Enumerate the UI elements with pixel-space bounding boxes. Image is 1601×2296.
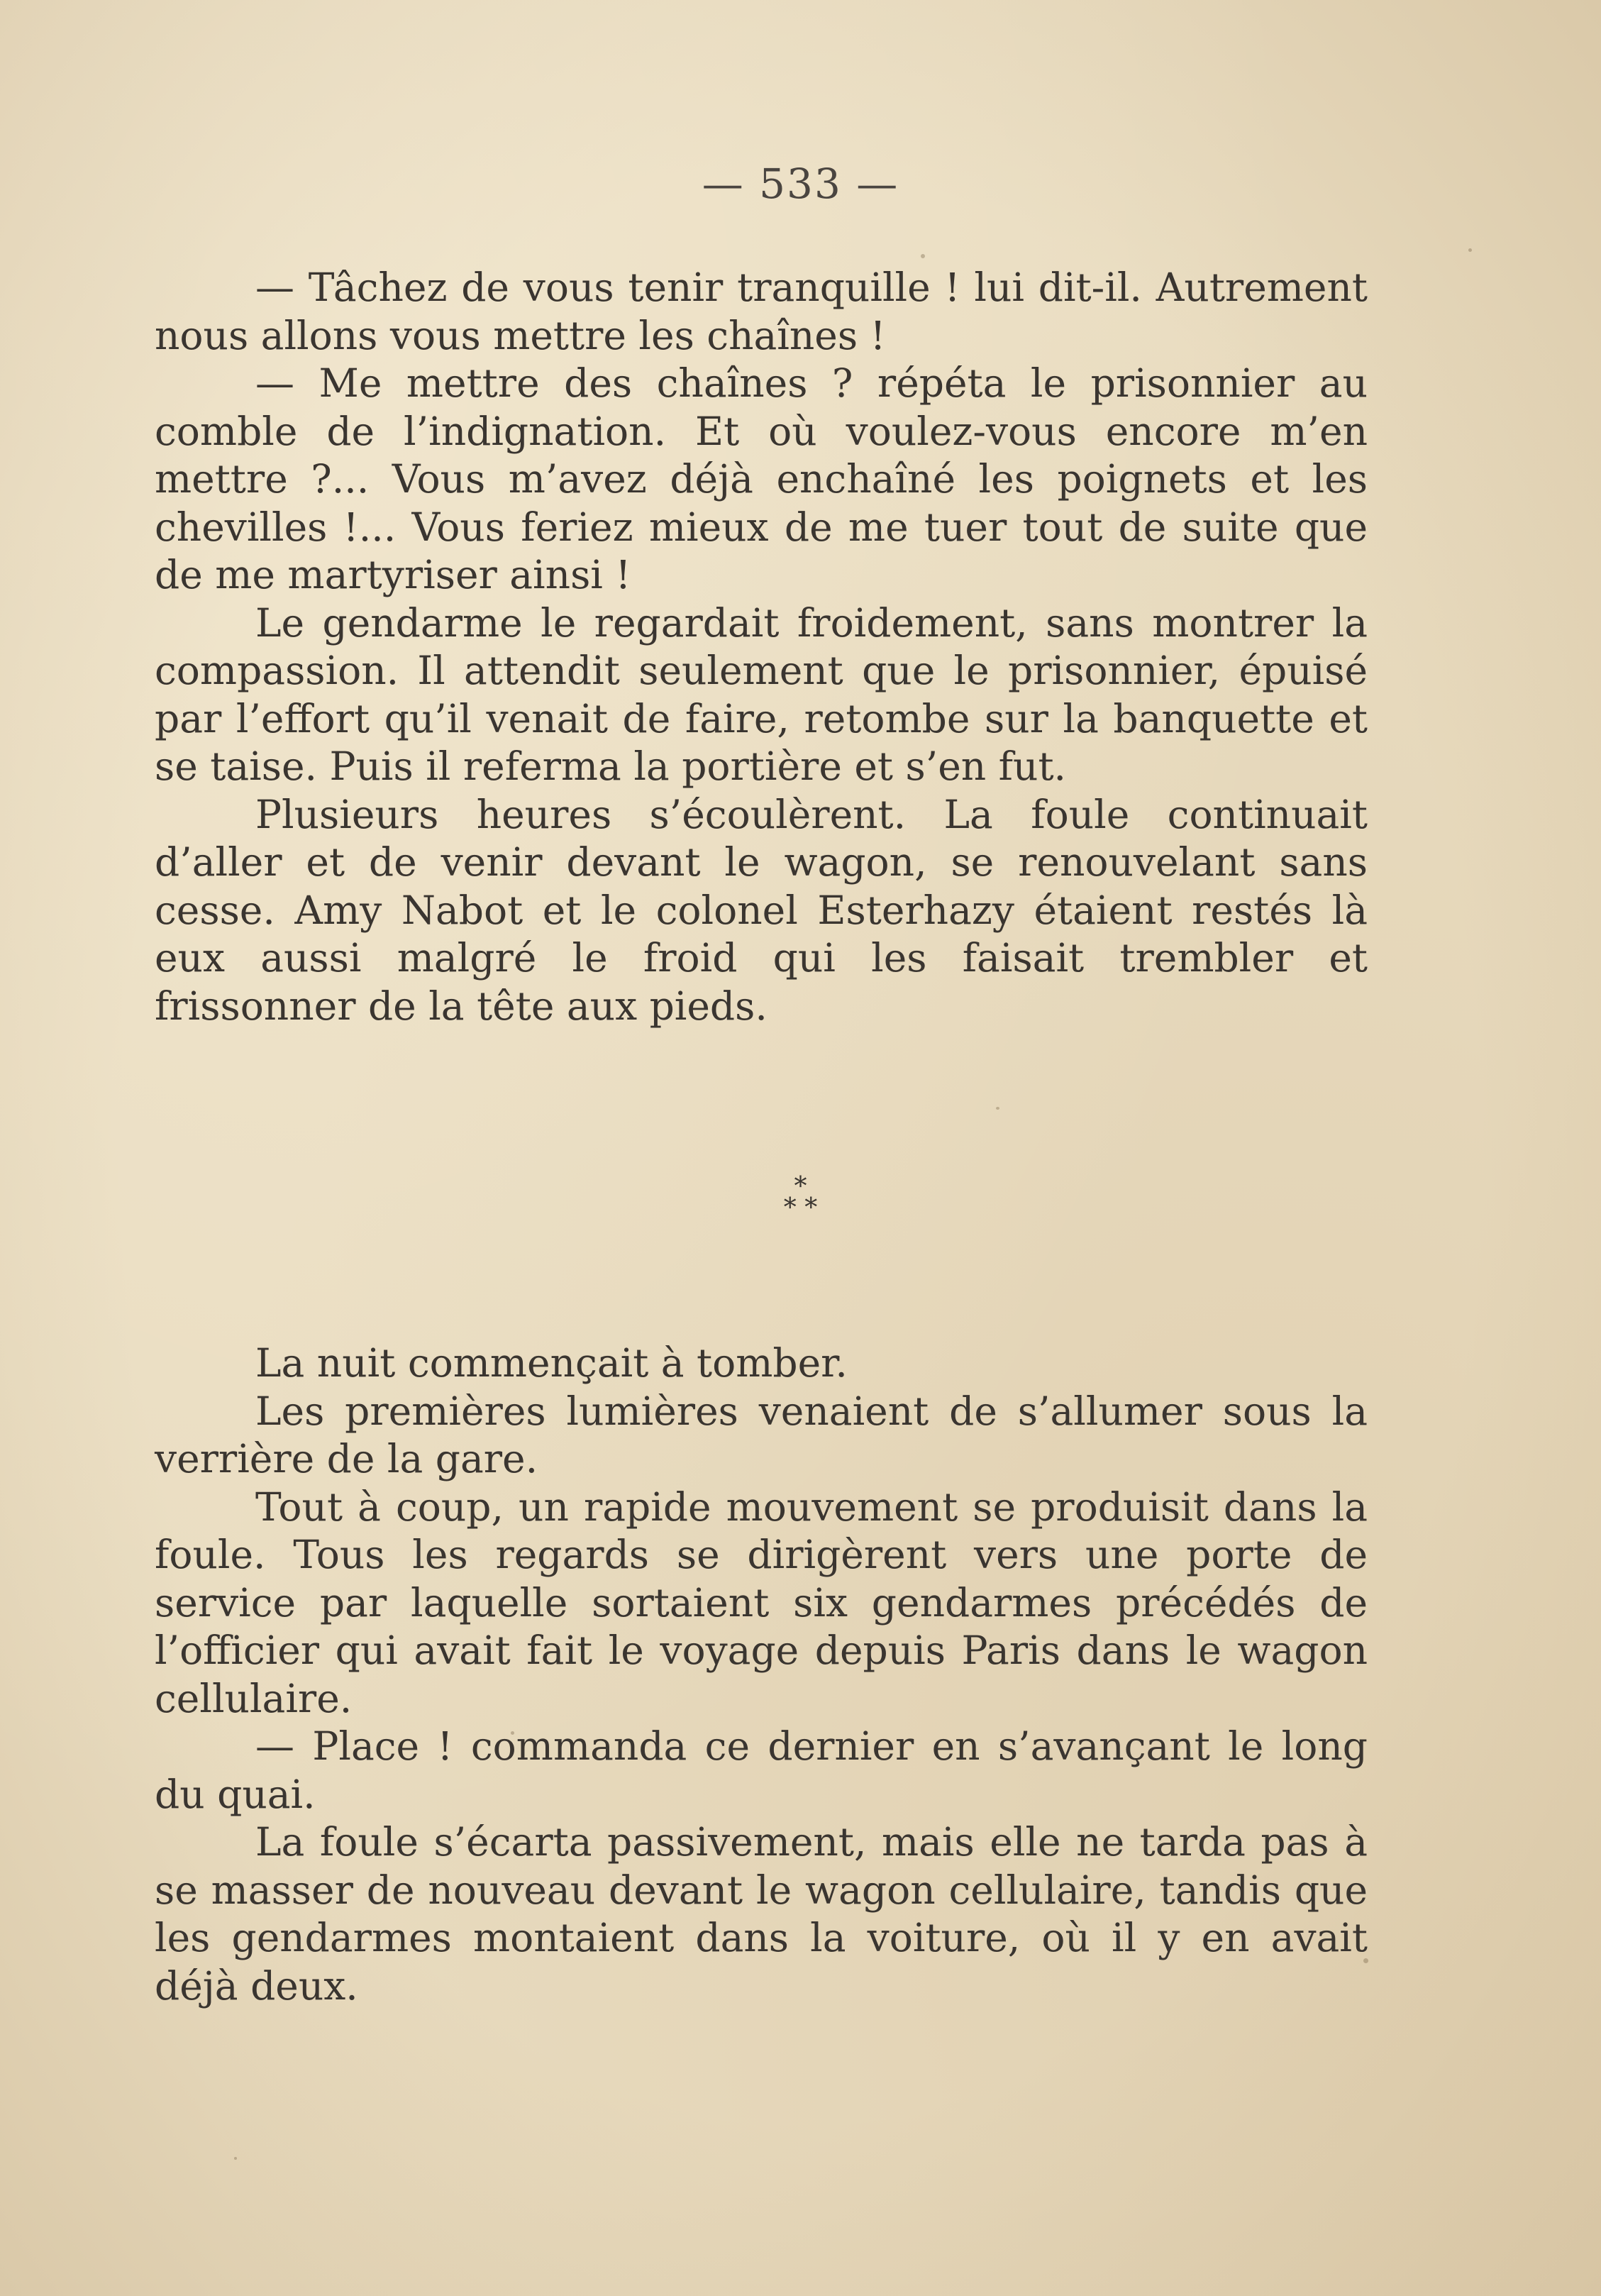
paper-speck	[511, 1731, 514, 1735]
paper-speck	[996, 1107, 999, 1110]
paragraph: La foule s’écarta passivement, mais elle ne tarda pas à se masser de nouveau devant le wagon cellulaire, tandis que les gendarmes montaient dans la voiture, où il y en avait déjà deux.	[155, 1819, 1368, 2009]
paragraph: La nuit commençait à tomber.	[255, 1340, 848, 1386]
page-number: — 533 —	[702, 160, 899, 208]
paragraph: — Tâchez de vous tenir tranquille ! lui dit-il. Autrement nous allons vous mettre les chaînes !	[155, 265, 1368, 358]
paragraph: — Place ! commanda ce dernier en s’avançant le long du quai.	[155, 1723, 1368, 1817]
paper-speck	[1363, 1958, 1368, 1963]
paragraph: Les premières lumières venaient de s’allumer sous la verrière de la gare.	[155, 1388, 1368, 1481]
paragraph: Plusieurs heures s’écoulèrent. La foule continuait d’aller et de venir devant le wagon, se renouvelant sans cesse. Amy Nabot et le colonel Esterhazy étaient restés là eux aussi malgré le froid qui les faisait trembler et frissonner de la tête aux pieds.	[155, 791, 1368, 1029]
paper-speck	[234, 2157, 237, 2160]
section-separator	[0, 1172, 1601, 1222]
text-section-2	[155, 1340, 1368, 2010]
paragraph: Tout à coup, un rapide mouvement se produisit dans la foule. Tous les regards se dirigèrent vers une porte de service par laquelle sortaient six gendarmes précédés de l’officier qui avait fait le voyage depuis Paris dans le wagon cellulaire.	[155, 1484, 1368, 1721]
paragraph: Le gendarme le regardait froidement, sans montrer la compassion. Il attendit seulement que le prisonnier, épuisé par l’effort qu’il venait de faire, retombe sur la banquette et se taise. Puis il referma la portière et s’en fut.	[155, 600, 1368, 789]
text-section-1	[155, 264, 1368, 1030]
separator-top-star: *	[794, 1172, 807, 1201]
paper-speck	[1468, 248, 1472, 252]
separator-bottom-stars: * *	[783, 1193, 818, 1222]
paragraph: — Me mettre des chaînes ? répéta le prisonnier au comble de l’indignation. Et où voulez-vous encore m’en mettre ?... Vous m’avez déjà enchaîné les poignets et les chevilles !... Vous feriez mieux de me tuer tout de suite que de me martyriser ainsi !	[155, 360, 1368, 597]
paper-speck	[921, 254, 925, 258]
